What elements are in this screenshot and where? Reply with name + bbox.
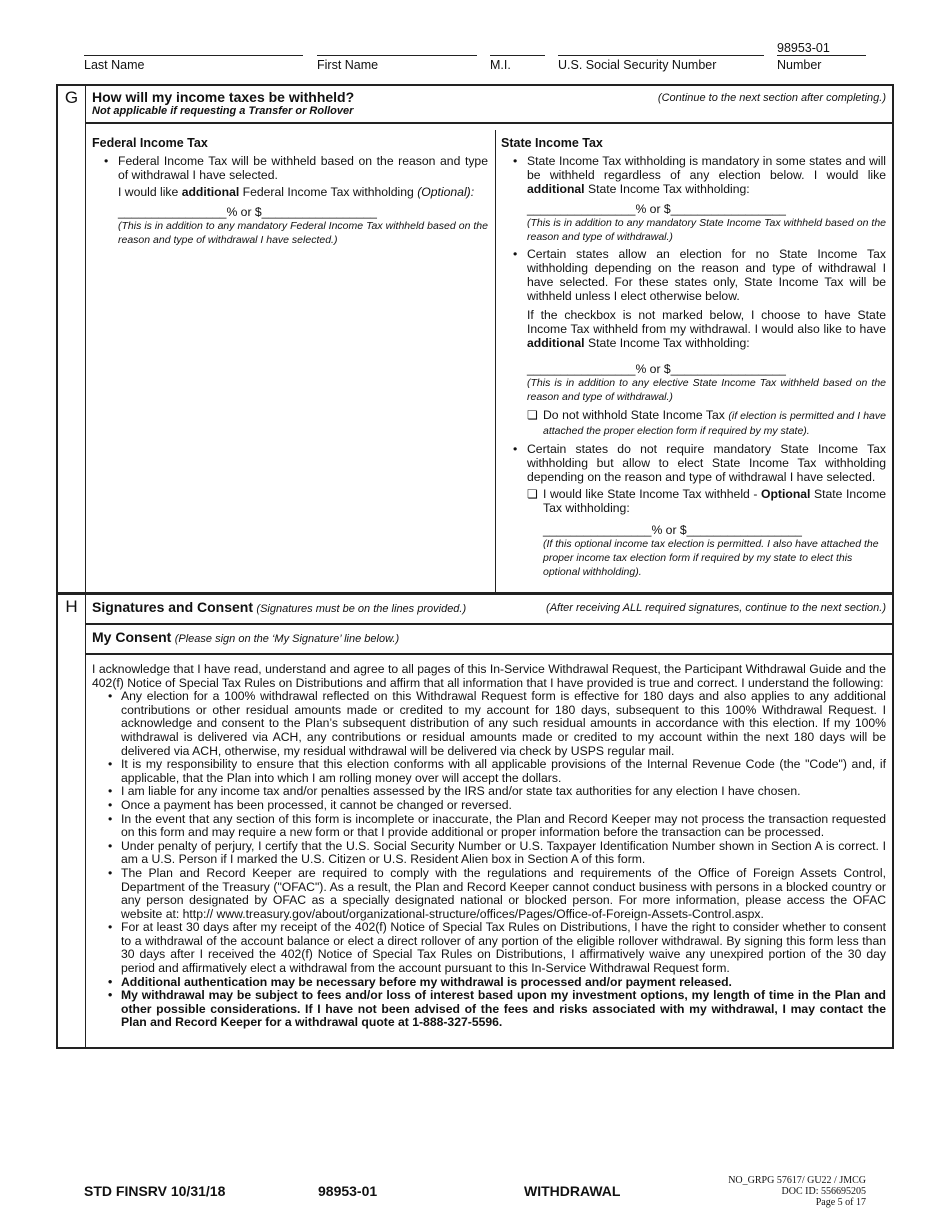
federal-withholding-input[interactable]: ________________% or $_________________	[118, 205, 377, 219]
number-field	[777, 41, 866, 72]
number-value: 98953-01	[777, 41, 866, 56]
section-g-title: How will my income taxes be withheld?	[92, 89, 355, 105]
list-item: • Under penalty of perjury, I certify that the U.S. Social Security Number or U.S. Taxpayer Identification Number shown in Section A is correct. I am a U.S. Person if I marked the U.S. Citizen or U.S. Resident Alien box in Section A of this form.	[92, 840, 886, 867]
section-h-letter: H	[58, 595, 86, 1047]
federal-tax-title: Federal Income Tax	[92, 136, 208, 150]
state-bullet-3: • Certain states do not require mandatory State Income Tax withholding but allow to elect State Income Tax withholding depending on the reason and type of withdrawal I have selected.	[501, 442, 886, 484]
ssn-field[interactable]	[558, 41, 764, 72]
footer-doc-id: DOC ID: 556695205	[781, 1186, 866, 1197]
section-h-instruction: (After receiving ALL required signatures, continue to the next section.)	[546, 602, 886, 614]
number-label: Number	[777, 58, 822, 72]
list-item: • For at least 30 days after my receipt of the 402(f) Notice of Special Tax Rules on Distributions, I have the right to consider whether to consent to a withdrawal of the account balance or elect a direct rollover of any portion of the eligible rollover withdrawal. By signing this form less than 30 days after I received the 402(f) Notice of Special Tax Rules on Distributions, I affirmatively waive any unexpired portion of the 30 day period and affirmatively elect a withdrawal from the account pursuant to this In-Service Withdrawal Request form.	[92, 921, 886, 975]
state-note-2: (This is in addition to any elective State Income Tax withheld based on the reason and type of withdrawal.)	[527, 377, 886, 403]
consent-list	[86, 690, 892, 1030]
checkbox-icon[interactable]: ❏	[527, 487, 538, 501]
list-item: • In the event that any section of this form is incomplete or inaccurate, the Plan and Record Keeper may not process the transaction requested on this form and may require a new form or that I provide additional or proper information before the transaction can be processed.	[92, 813, 886, 840]
consent-intro: I acknowledge that I have read, understand and agree to all pages of this In-Service Withdrawal Request, the Participant Withdrawal Guide and the 402(f) Notice of Special Tax Rules on Distributions and affirm that all information that I have provided is true and correct. I understand the following:	[92, 662, 886, 690]
state-tax-title: State Income Tax	[501, 136, 603, 150]
state-bullet-2: • Certain states allow an election for no State Income Tax withholding depending on the reason and type of withdrawal I have selected. For these states only, State Income Tax will be withheld unless I elect otherwise below.	[501, 247, 886, 303]
footer-form-id: STD FINSRV 10/31/18	[84, 1183, 226, 1199]
federal-tax-column	[92, 130, 488, 592]
federal-bullet-1: • Federal Income Tax will be withheld based on the reason and type of withdrawal I have selected.	[92, 154, 488, 182]
optional-withhold-checkbox-row[interactable]: ❏ I would like State Income Tax withheld - Optional State Income Tax withholding:	[527, 487, 886, 515]
list-item: • Any election for a 100% withdrawal reflected on this Withdrawal Request form is effective for 180 days and also applies to any additional contributions or other residual amounts made or credited to my account for 180 days, subsequent to this 100% Withdrawal Request. I acknowledge and consent to the Plan’s subsequent distribution of any such residual amounts in accordance with this election. If my 100% withdrawal is delivered via ACH, any contributions or residual amounts made or credited to my account within the next 180 days will be delivered via ACH, otherwise, my residual withdrawal will be delivered via check by USPS regular mail.	[92, 690, 886, 758]
first-name-field[interactable]	[317, 41, 477, 72]
federal-additional-line: I would like additional Federal Income Tax withholding (Optional):	[118, 185, 475, 199]
section-g-letter: G	[58, 86, 86, 592]
state-bullet-1: • State Income Tax withholding is mandatory in some states and will be withheld regardless of any election below. I would like additional State Income Tax withholding:	[501, 154, 886, 196]
state-withholding-input-1[interactable]: ________________% or $_________________	[527, 202, 786, 216]
section-g-subtitle: Not applicable if requesting a Transfer or Rollover	[92, 105, 354, 117]
first-name-label: First Name	[317, 58, 379, 72]
federal-note: (This is in addition to any mandatory Federal Income Tax withheld based on the reason and type of withdrawal I have selected.)	[118, 220, 488, 246]
state-tax-column	[495, 130, 886, 592]
section-g-instruction: (Continue to the next section after completing.)	[657, 92, 886, 104]
mi-field[interactable]	[490, 41, 545, 72]
state-paragraph: If the checkbox is not marked below, I choose to have State Income Tax withheld from my withdrawal. I would also like to have additional State Income Tax withholding:	[527, 308, 886, 350]
footer-number: 98953-01	[318, 1183, 378, 1199]
footer-code: NO_GRPG 57617/ GU22 / JMCG	[728, 1175, 866, 1186]
footer-doc-info	[728, 1175, 866, 1208]
footer-page: Page 5 of 17	[815, 1197, 866, 1208]
section-g-header	[86, 86, 892, 124]
consent-header	[86, 625, 892, 655]
consent-note: (Please sign on the ‘My Signature’ line below.)	[174, 633, 400, 645]
participant-header	[84, 38, 866, 72]
section-g	[56, 84, 894, 594]
footer-type: WITHDRAWAL	[524, 1183, 621, 1199]
consent-title: My Consent	[92, 629, 172, 645]
list-item: • It is my responsibility to ensure that this election conforms with all applicable provisions of the Internal Revenue Code (the "Code") and, if applicable, that the Plan into which I am rolling money over will accept the dollars.	[92, 758, 886, 785]
ssn-label: U.S. Social Security Number	[558, 58, 717, 72]
section-h-title: Signatures and Consent	[92, 599, 254, 615]
no-withhold-checkbox-row[interactable]: ❏ Do not withhold State Income Tax (if election is permitted and I have attached the proper election form if required by my state).	[527, 408, 886, 437]
state-withholding-input-3[interactable]: ________________% or $_________________	[543, 523, 802, 537]
list-item: • Once a payment has been processed, it cannot be changed or reversed.	[92, 799, 886, 813]
last-name-field[interactable]	[84, 41, 303, 72]
list-item: • I am liable for any income tax and/or penalties assessed by the IRS and/or state tax authorities for any election I have chosen.	[92, 785, 886, 799]
state-withholding-input-2[interactable]: ________________% or $_________________	[527, 362, 786, 376]
section-h-title-note: (Signatures must be on the lines provided.)	[256, 603, 467, 615]
mi-label: M.I.	[490, 58, 511, 72]
list-item: • The Plan and Record Keeper are required to comply with the regulations and requirements of the Office of Foreign Assets Control, Department of the Treasury ("OFAC"). As a result, the Plan and Record Keeper cannot conduct business with persons in a blocked country or any person designated by OFAC as a specially designated national or blocked person. For more information, please access the OFAC website at: http:// www.treasury.gov/about/organizational-structure/offices/Pages/Office-of-Foreign-Assets-Control.aspx.	[92, 867, 886, 921]
state-note-1: (This is in addition to any mandatory State Income Tax withheld based on the reason and type of withdrawal.)	[527, 217, 886, 243]
list-item-bold: • My withdrawal may be subject to fees and/or loss of interest based upon my investment options, my length of time in the Plan and other possible considerations. If I have not been advised of the fees and risks associated with my withdrawal, I may contact the Plan and Record Keeper for a withdrawal quote at 1-888-327-5596.	[92, 989, 886, 1030]
last-name-label: Last Name	[84, 58, 145, 72]
section-h	[56, 593, 894, 1049]
checkbox-icon[interactable]: ❏	[527, 408, 538, 422]
state-note-3: (If this optional income tax election is permitted. I also have attached the proper income tax election form if required by my state to elect this optional withholding).	[543, 538, 879, 578]
list-item-bold: • Additional authentication may be necessary before my withdrawal is processed and/or payment released.	[92, 976, 886, 990]
section-h-header	[86, 595, 892, 625]
